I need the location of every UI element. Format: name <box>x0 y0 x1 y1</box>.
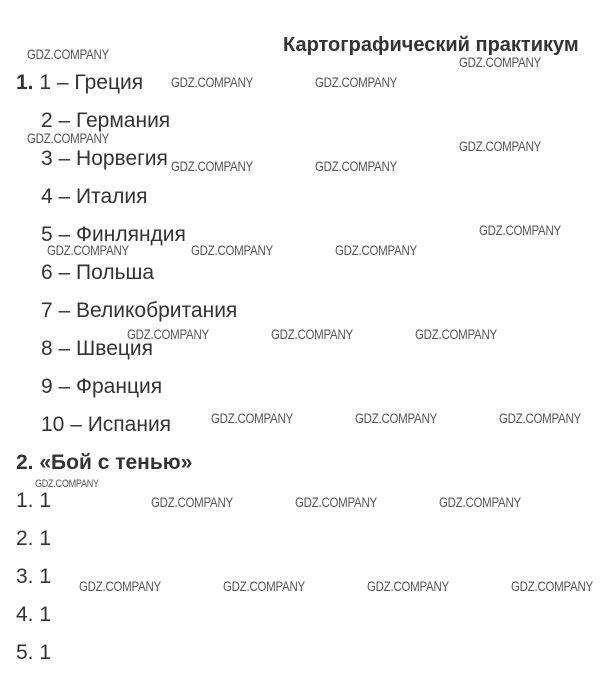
section-number: 1. <box>16 71 34 94</box>
watermark: GDZ.COMPANY <box>355 410 437 426</box>
list-item: 5. 1 <box>16 641 52 664</box>
watermark: GDZ.COMPANY <box>27 130 109 146</box>
watermark: GDZ.COMPANY <box>127 326 209 342</box>
list-item: 8 – Швеция <box>41 337 154 360</box>
watermark: GDZ.COMPANY <box>223 578 305 594</box>
watermark: GDZ.COMPANY <box>151 494 233 510</box>
watermark: GDZ.COMPANY <box>439 494 521 510</box>
watermark: GDZ.COMPANY <box>367 578 449 594</box>
list-item: 3 – Норвегия <box>41 147 168 170</box>
list-item: 10 – Испания <box>41 413 172 436</box>
section-2-heading: 2. «Бой с тенью» <box>16 451 193 474</box>
watermark: GDZ.COMPANY <box>191 242 273 258</box>
list-item: 5 – Финляндия <box>41 223 186 246</box>
watermark: GDZ.COMPANY <box>47 242 129 258</box>
watermark: GDZ.COMPANY <box>315 158 397 174</box>
watermark: GDZ.COMPANY <box>415 326 497 342</box>
list-item: 7 – Великобритания <box>41 299 238 322</box>
list-item-text: 1 – Греция <box>39 71 144 94</box>
list-item: 9 – Франция <box>41 375 163 398</box>
watermark: GDZ.COMPANY <box>459 54 541 70</box>
watermark: GDZ.COMPANY <box>35 478 99 490</box>
watermark: GDZ.COMPANY <box>211 410 293 426</box>
watermark: GDZ.COMPANY <box>271 326 353 342</box>
list-item <box>16 72 143 93</box>
watermark: GDZ.COMPANY <box>479 222 561 238</box>
list-item: 2 – Германия <box>41 109 171 132</box>
list-item: 3. 1 <box>16 565 52 588</box>
watermark: GDZ.COMPANY <box>499 410 581 426</box>
watermark: GDZ.COMPANY <box>459 138 541 154</box>
watermark: GDZ.COMPANY <box>295 494 377 510</box>
list-item: 6 – Польша <box>41 261 155 284</box>
watermark: GDZ.COMPANY <box>315 74 397 90</box>
watermark: GDZ.COMPANY <box>27 46 109 62</box>
list-item: 4. 1 <box>16 603 52 626</box>
list-item: 1. 1 <box>16 489 52 512</box>
watermark: GDZ.COMPANY <box>335 242 417 258</box>
watermark: GDZ.COMPANY <box>171 74 253 90</box>
list-item: 4 – Италия <box>41 185 148 208</box>
page-title: Картографический практикум <box>283 34 579 56</box>
watermark: GDZ.COMPANY <box>171 158 253 174</box>
list-item: 2. 1 <box>16 527 52 550</box>
watermark: GDZ.COMPANY <box>511 578 593 594</box>
watermark: GDZ.COMPANY <box>79 578 161 594</box>
